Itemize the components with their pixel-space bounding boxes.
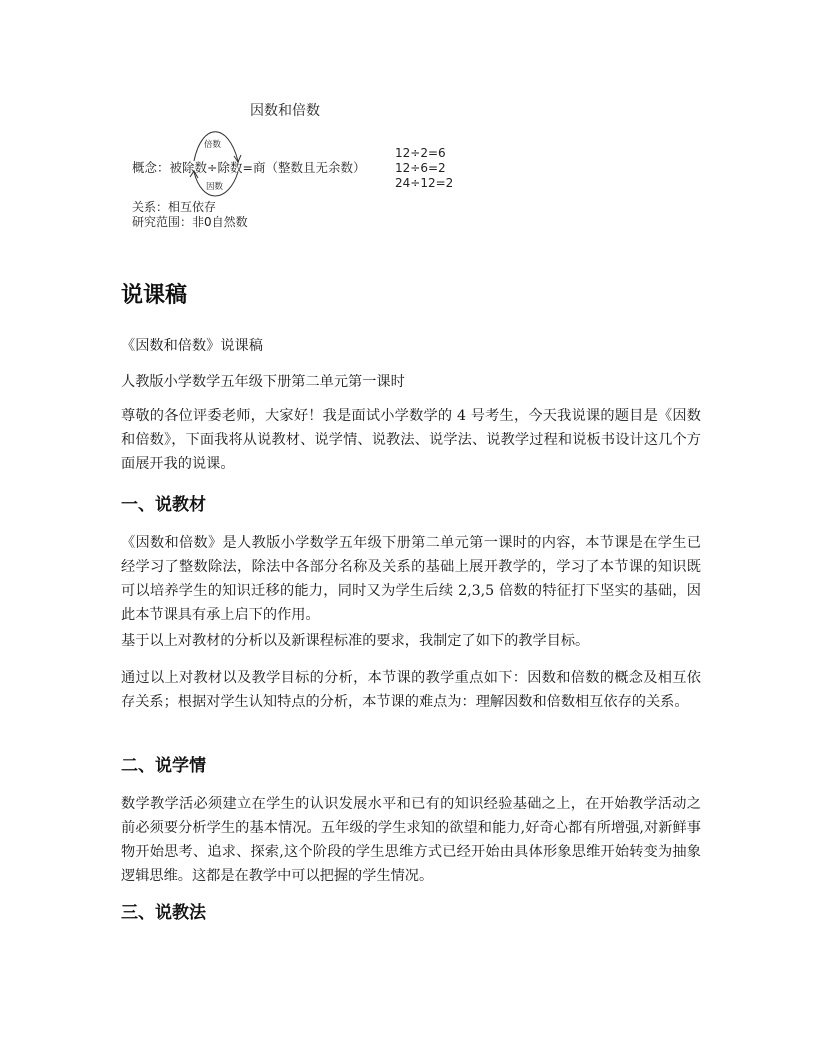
document-subtitle: 人教版小学数学五年级下册第二单元第一课时 <box>121 374 405 390</box>
scope-label: 研究范围：非0自然数 <box>132 215 248 229</box>
section-heading-teaching-material: 一、说教材 <box>121 495 206 515</box>
concept-label: 概念：被除数÷除数=商（整数且无余数） <box>132 160 366 175</box>
concept-diagram <box>120 92 480 232</box>
relation-label: 关系：相互依存 <box>132 200 217 214</box>
section-paragraph: 通过以上对教材以及教学目标的分析，本节课的教学重点如下：因数和倍数的概念及相互依存关系；根据对学生认知特点的分析，本节课的难点为：理解因数和倍数相互依存的关系。 <box>121 670 701 710</box>
factor-label: 因数 <box>206 182 224 192</box>
section-paragraph: 基于以上对教材的分析以及新课程标准的要求，我制定了如下的教学目标。 <box>121 633 590 649</box>
example-equation: 12÷2=6 <box>395 146 446 160</box>
example-equation: 12÷6=2 <box>395 161 446 175</box>
multiple-label: 倍数 <box>204 140 222 150</box>
document-title: 《因数和倍数》说课稿 <box>121 338 263 354</box>
section-paragraph: 数学教学活必须建立在学生的认识发展水平和已有的知识经验基础之上，在开始教学活动之前必须要分析学生的基本情况。五年级的学生求知的欲望和能力,好奇心都有所增强,对新鲜事物开始思考、追求、探索,这个阶段的学生思维方式已经开始由具体形象思维开始转变为抽象逻辑思维。这都是在教学中可以把握的学生情况。 <box>121 796 701 884</box>
intro-paragraph: 尊敬的各位评委老师，大家好！我是面试小学数学的 4 号考生，今天我说课的题目是《因数和倍数》，下面我将从说教材、说学情、说教法、说学法、说教学过程和说板书设计这几个方面展开我的说课。 <box>121 408 701 472</box>
section-paragraph: 《因数和倍数》是人教版小学数学五年级下册第二单元第一课时的内容，本节课是在学生已经学习了整数除法，除法中各部分名称及关系的基础上展开教学的，学习了本节课的知识既可以培养学生的知识迁移的能力，同时又为学生后续 2,3,5 倍数的特征打下坚实的基础，因此本节课具有承上启下的作用。 <box>121 535 701 623</box>
diagram-title: 因数和倍数 <box>250 103 320 119</box>
section-heading-teaching-method: 三、说教法 <box>121 903 206 923</box>
page-heading: 说课稿 <box>121 283 188 308</box>
section-heading-student-analysis: 二、说学情 <box>121 756 206 776</box>
example-equation: 24÷12=2 <box>395 176 454 190</box>
